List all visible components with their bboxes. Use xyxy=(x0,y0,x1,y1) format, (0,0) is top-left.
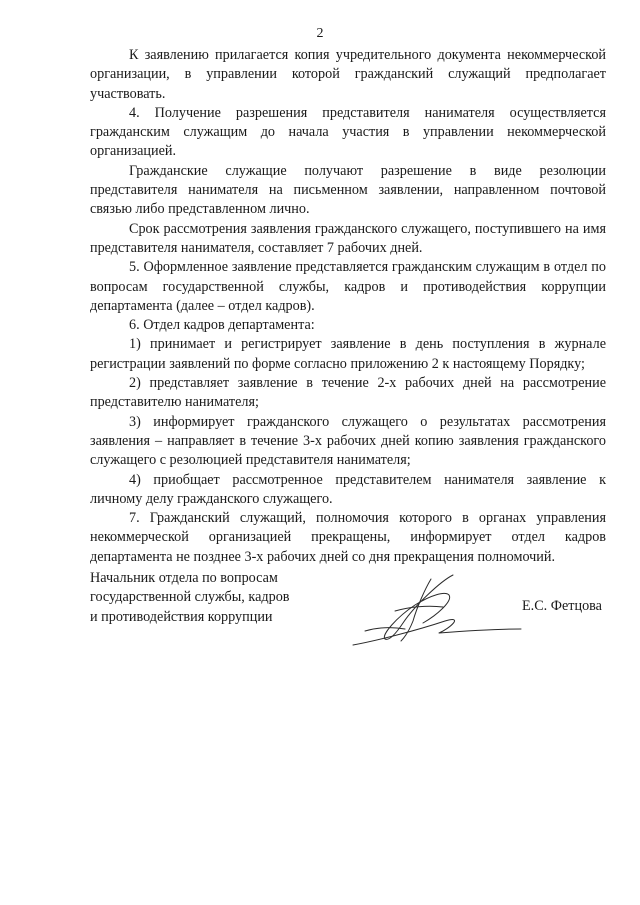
signatory-position xyxy=(90,569,320,627)
page-number: 2 xyxy=(316,26,324,41)
signatory-name: Е.С. Фетцова xyxy=(522,598,602,614)
signatory-position-line: и противодействия коррупции xyxy=(90,608,273,625)
paragraph-resolution: Гражданские служащие получают разрешение в виде резолюции представителя нанимателя на письменном заявлении, направленном почтовой связью либо представленном лично. xyxy=(90,162,606,218)
paragraph-item-6-2: 2) представляет заявление в течение 2-х рабочих дней на рассмотрение представителю нанимателя; xyxy=(90,375,606,411)
signatory-position-line: государственной службы, кадров xyxy=(90,589,290,606)
paragraph-item-6-1: 1) принимает и регистрирует заявление в день поступления в журнале регистрации заявлений по форме согласно приложению 2 к настоящему Порядку; xyxy=(90,336,606,372)
handwritten-signature xyxy=(345,571,525,649)
paragraph-item-6-4: 4) приобщает рассмотренное представителем нанимателя заявление к личному делу гражданского служащего. xyxy=(90,471,606,507)
paragraph-item-7: 7. Гражданский служащий, полномочия которого в органах управления некоммерческой организацией прекращены, информирует отдел кадров департамента не позднее 3-х рабочих дней со дня прекращения полномочий. xyxy=(90,510,606,565)
paragraph-attachment: К заявлению прилагается копия учредительного документа некоммерческой организации, в управлении которой гражданский служащий предполагает участвовать. xyxy=(90,47,606,102)
signatory-position-line: Начальник отдела по вопросам xyxy=(90,570,278,586)
paragraph-item-6-3: 3) информирует гражданского служащего о результатах рассмотрения заявления – направляет в течение 3-х рабочих дней копию заявления гражданского служащего с резолюцией представителя нанимателя; xyxy=(90,413,606,469)
paragraph-item-5: 5. Оформленное заявление представляется гражданским служащим в отдел по вопросам государственной службы, кадров и противодействия коррупции департамента (далее – отдел кадров). xyxy=(90,259,606,314)
signature-block xyxy=(90,569,610,659)
document-body xyxy=(90,46,606,567)
paragraph-review-period: Срок рассмотрения заявления гражданского служащего, поступившего на имя представителя нанимателя, составляет 7 рабочих дней. xyxy=(90,220,606,256)
paragraph-item-4: 4. Получение разрешения представителя нанимателя осуществляется гражданским служащим до начала участия в управлении некоммерческой организацией. xyxy=(90,104,606,160)
paragraph-item-6: 6. Отдел кадров департамента: xyxy=(129,317,315,334)
